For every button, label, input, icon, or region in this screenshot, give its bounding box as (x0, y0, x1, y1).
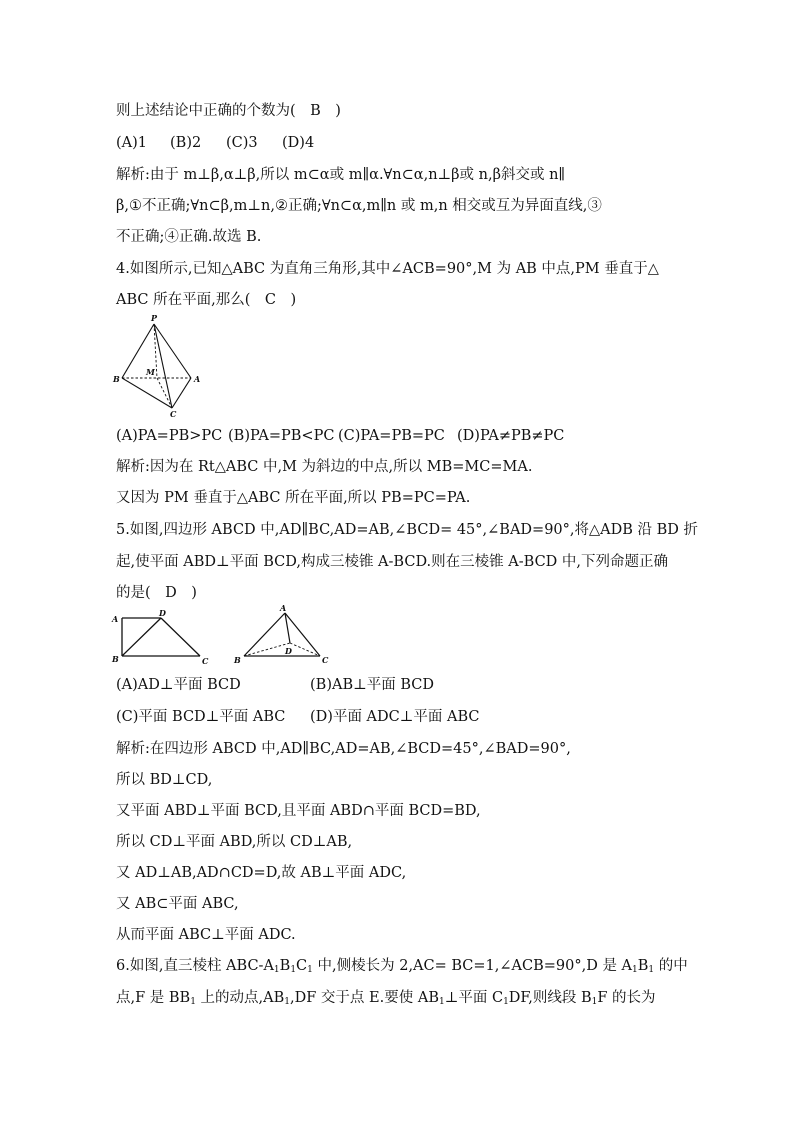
q5-tetrahedron-figure (230, 603, 340, 669)
q4-label-c: C (170, 409, 177, 419)
q5-analysis-line-4: 所以 CD⊥平面 ABD,所以 CD⊥AB, (116, 834, 353, 850)
q5-fig2-label-a: A (280, 603, 287, 613)
q4-analysis-line-1: 解析:因为在 Rt△ABC 中,M 为斜边的中点,所以 MB=MC=MA. (116, 459, 533, 475)
q5-analysis-line-7: 从而平面 ABC⊥平面 ADC. (116, 927, 296, 943)
q4-label-p: P (151, 313, 158, 323)
q3-analysis-line-1: 解析:由于 m⊥β,α⊥β,所以 m⊂α或 m∥α.∀n⊂α,n⊥β或 n,β斜交或 n∥ (116, 167, 566, 183)
q5-analysis-line-2: 所以 BD⊥CD, (116, 772, 213, 788)
q3-option-a: (A)1 (116, 135, 148, 151)
q5-analysis-line-1: 解析:在四边形 ABCD 中,AD∥BC,AD=AB,∠BCD=45°,∠BAD=90°, (116, 741, 571, 757)
q3-option-b: (B)2 (170, 135, 202, 151)
q4-analysis-line-2: 又因为 PM 垂直于△ABC 所在平面,所以 PB=PC=PA. (116, 490, 471, 506)
q5-option-d: (D)平面 ADC⊥平面 ABC (310, 709, 480, 725)
q4-stem-line-2: ABC 所在平面,那么( C ) (116, 292, 297, 308)
q5-trapezoid-figure (108, 608, 218, 668)
q5-fig2-label-d: D (285, 646, 292, 656)
q5-stem-line-1: 5.如图,四边形 ABCD 中,AD∥BC,AD=AB,∠BCD= 45°,∠BAD=90°,将△ADB 沿 BD 折 (116, 522, 699, 538)
q3-option-c: (C)3 (226, 135, 258, 151)
q4-option-d: (D)PA≠PB≠PC (457, 428, 565, 444)
q5-option-c: (C)平面 BCD⊥平面 ABC (116, 709, 286, 725)
q6-stem-line-1: 6.如图,直三棱柱 ABC-$A_1B_1C_1$ 中,侧棱长为 2,AC= BC=1,∠ACB=90°,D 是 $A_1B_1$ 的中 (116, 958, 688, 975)
q4-option-b: (B)PA=PB<PC (228, 428, 335, 444)
q3-analysis-line-3: 不正确;④正确.故选 B. (116, 229, 262, 245)
q5-fig1-label-a: A (112, 614, 119, 624)
q5-fig1-label-b: B (112, 654, 119, 664)
q5-analysis-line-3: 又平面 ABD⊥平面 BCD,且平面 ABD∩平面 BCD=BD, (116, 803, 481, 819)
q4-pyramid-figure (108, 312, 208, 420)
q3-option-d: (D)4 (282, 135, 315, 151)
q5-stem-line-2: 起,使平面 ABD⊥平面 BCD,构成三棱锥 A-BCD.则在三棱锥 A-BCD 中,下列命题正确 (116, 554, 669, 570)
q5-analysis-line-5: 又 AD⊥AB,AD∩CD=D,故 AB⊥平面 ADC, (116, 865, 407, 881)
q4-label-a: A (194, 374, 201, 384)
q6-stem-line-2: 点,F 是 $BB_1$ 上的动点$,AB_1,DF$ 交于点 E.要使 $AB_1\perp$平面 $C_1DF$,则线段 $B_1F$ 的长为 (116, 990, 656, 1007)
q5-stem-line-3: 的是( D ) (116, 585, 197, 601)
q5-option-b: (B)AB⊥平面 BCD (310, 677, 434, 693)
q5-option-a: (A)AD⊥平面 BCD (116, 677, 241, 693)
q5-analysis-line-6: 又 AB⊂平面 ABC, (116, 896, 239, 912)
q3-analysis-line-2: β,①不正确;∀n⊂β,m⊥n,②正确;∀n⊂α,m∥n 或 m,n 相交或互为异面直线,③ (116, 198, 602, 214)
q4-option-c: (C)PA=PB=PC (338, 428, 445, 444)
q4-label-b: B (113, 374, 120, 384)
q4-label-m: M (146, 367, 155, 377)
q5-fig1-label-d: D (159, 608, 166, 618)
q4-option-a: (A)PA=PB>PC (116, 428, 223, 444)
q3-stem-tail: 则上述结论中正确的个数为( B ) (116, 103, 341, 119)
q5-fig2-label-c: C (322, 655, 329, 665)
q5-fig1-label-c: C (202, 656, 209, 666)
q5-fig2-label-b: B (234, 655, 241, 665)
q4-stem-line-1: 4.如图所示,已知△ABC 为直角三角形,其中∠ACB=90°,M 为 AB 中点,PM 垂直于△ (116, 261, 659, 277)
